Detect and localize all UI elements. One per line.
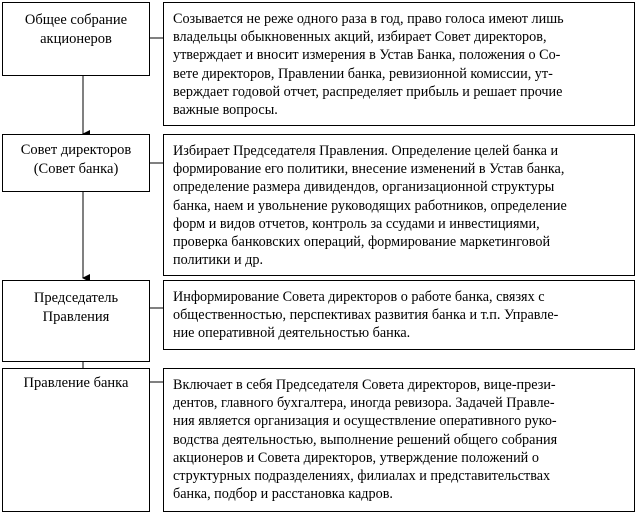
node-title-line: Председатель <box>33 290 119 306</box>
desc-line: вете директоров, Правлении банка, ревизионной комиссии, ут- <box>173 65 553 82</box>
desc-line: структурных подразделениях, филиалах и представительствах <box>173 468 551 485</box>
desc-line: ние оперативной деятельностью банка. <box>173 325 411 342</box>
node-title-line: Правления <box>42 309 110 325</box>
desc-line: банка, наем и увольнение руководящих работников, определение <box>173 197 567 214</box>
desc-line: ния является организация и осуществление оперативного руко- <box>173 413 557 430</box>
desc-line: акционеров и Совета директоров, утверждение положений о <box>173 449 539 466</box>
desc-line: важные вопросы. <box>173 102 278 119</box>
node-title-line: Правление банка <box>23 375 129 391</box>
desc-management-board <box>163 368 635 512</box>
desc-line: Информирование Совета директоров о работе банка, связях с <box>173 289 545 305</box>
desc-line: общественностью, перспективах развития банка и т.п. Управле- <box>173 307 559 324</box>
node-title-line: Общее собрание <box>24 12 128 28</box>
desc-line: банка, подбор и расстановка кадров. <box>173 486 393 503</box>
desc-line: определение размера дивидендов, организационной структуры <box>173 179 555 196</box>
desc-line: форм и видов отчетов, контроль за ссудами и инвестициями, <box>173 215 540 232</box>
desc-line: дентов, главного бухгалтера, иногда ревизора. Задачей Правле- <box>173 395 555 412</box>
desc-board-chairman <box>163 280 635 350</box>
desc-line: проверка банковских операций, формирование маркетинговой <box>173 234 551 251</box>
desc-line: верждает годовой отчет, распределяет прибыль и решает прочие <box>173 83 563 100</box>
desc-line: владельцы обыкновенных акций, избирает Совет директоров, <box>173 29 547 46</box>
node-board-of-directors <box>2 134 150 192</box>
desc-line: формирование его политики, внесение изменений в Устав банка, <box>173 161 565 178</box>
desc-line: Избирает Председателя Правления. Определение целей банка и <box>173 143 559 159</box>
node-title-line: (Совет банка) <box>33 161 119 177</box>
desc-line: Созывается не реже одного раза в год, право голоса имеют лишь <box>173 11 564 27</box>
node-general-meeting <box>2 2 150 76</box>
node-management-board <box>2 368 150 512</box>
desc-line: Включает в себя Председателя Совета директоров, вице-прези- <box>173 377 556 393</box>
desc-line: утверждает и вносит измерения в Устав Банка, положения о Со- <box>173 47 561 64</box>
node-title-line: Совет директоров <box>20 142 132 158</box>
node-board-chairman <box>2 280 150 362</box>
desc-general-meeting <box>163 2 635 126</box>
desc-line: водства деятельностью, выполнение решений общего собрания <box>173 431 558 448</box>
node-title-line: акционеров <box>40 31 112 47</box>
desc-board-of-directors <box>163 134 635 276</box>
desc-line: политики и др. <box>173 252 263 269</box>
